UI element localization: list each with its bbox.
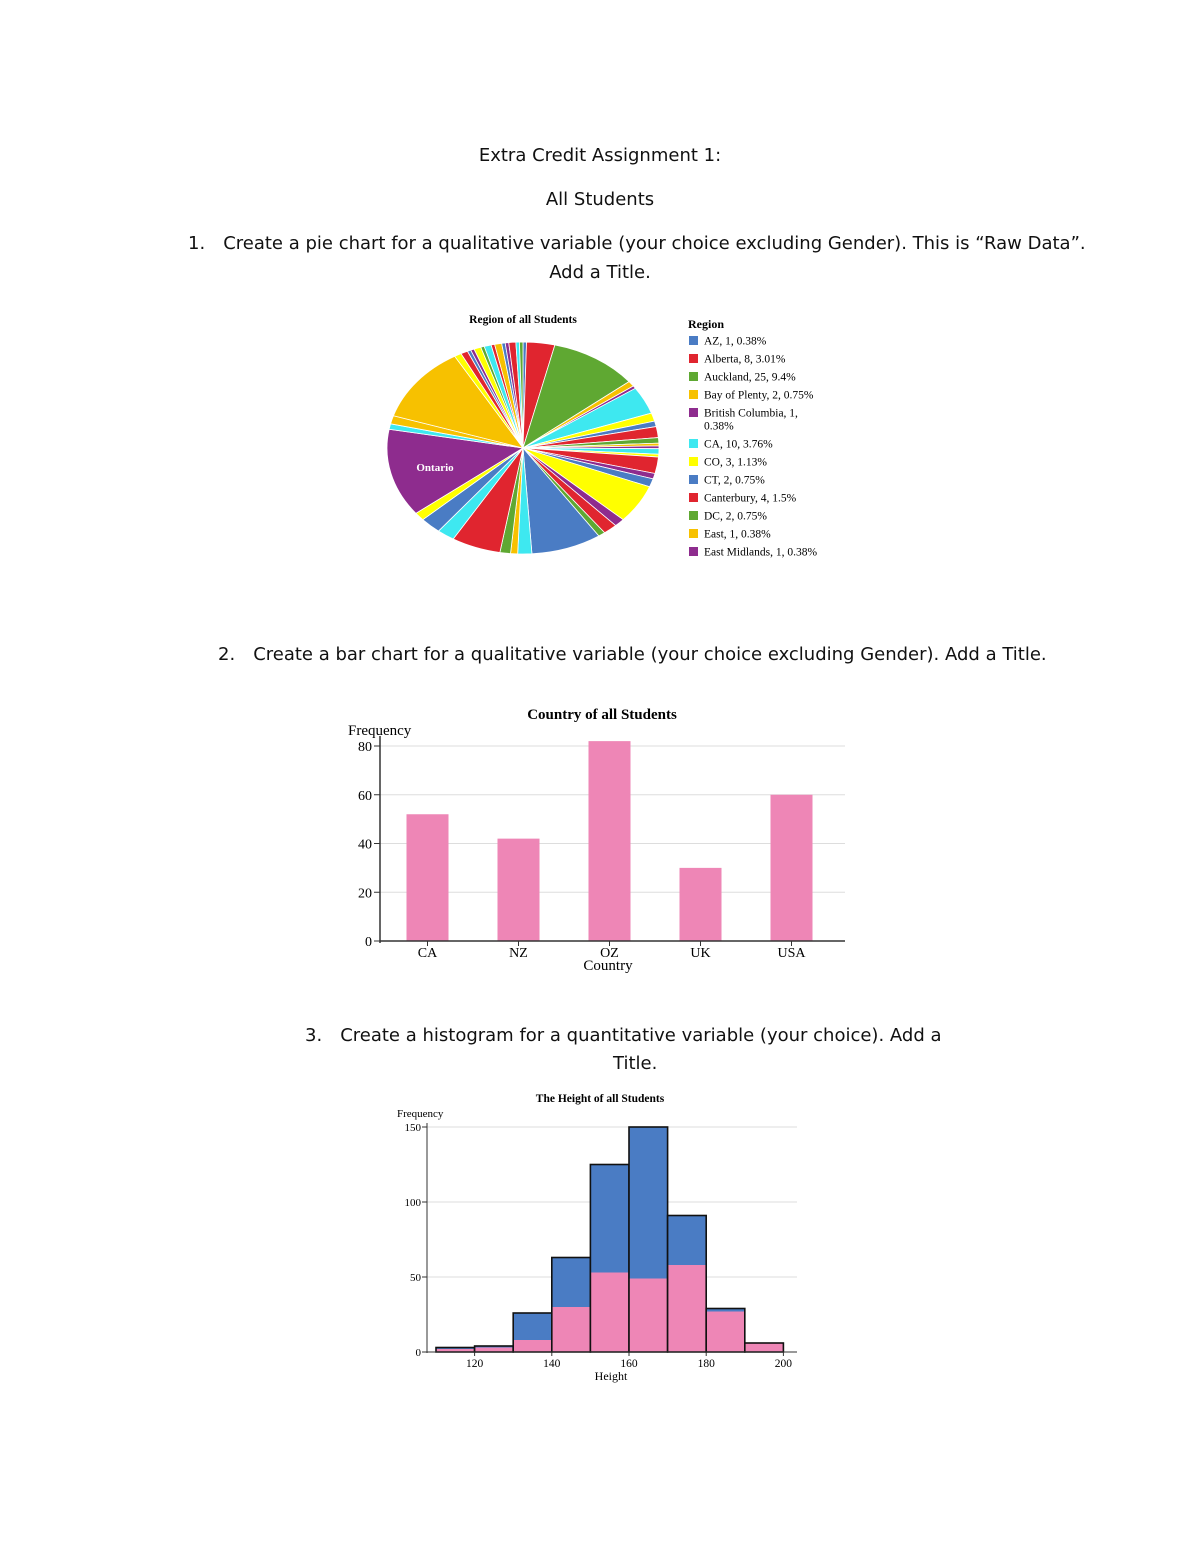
x-tick-label: OZ — [600, 946, 619, 961]
legend-label: CA, 10, 3.76% — [704, 438, 773, 451]
histogram-bar — [668, 1265, 707, 1352]
question-number: 2. — [218, 644, 236, 665]
legend-swatch — [689, 529, 698, 538]
question-3-continued: Title. — [613, 1053, 658, 1074]
legend-swatch — [689, 493, 698, 502]
bar-chart — [340, 700, 860, 980]
question-text: Create a bar chart for a qualitative variable (your choice excluding Gender). Add a Title. — [253, 644, 1047, 665]
legend-label: 0.38% — [704, 420, 734, 433]
question-text: Create a pie chart for a qualitative variable (your choice excluding Gender). This is “Raw Data”. — [223, 233, 1086, 254]
legend-label: East Midlands, 1, 0.38% — [704, 546, 818, 559]
histogram-bar — [629, 1127, 668, 1279]
legend-label: CT, 2, 0.75% — [704, 474, 765, 487]
chart-title: Country of all Students — [527, 707, 677, 723]
chart-title: The Height of all Students — [535, 1093, 665, 1105]
legend-swatch — [689, 439, 698, 448]
bar — [680, 868, 722, 941]
histogram-bar — [590, 1273, 629, 1353]
legend-swatch — [689, 475, 698, 484]
legend-label: CO, 3, 1.13% — [704, 456, 767, 469]
x-tick-label: 160 — [620, 1358, 638, 1370]
question-1-continued: Add a Title. — [549, 262, 651, 283]
question-number: 1. — [188, 233, 206, 254]
x-tick-label: CA — [417, 946, 438, 961]
legend-swatch — [689, 408, 698, 417]
histogram-bar — [629, 1279, 668, 1353]
pie-legend — [689, 336, 817, 559]
slice-label-ontario: Ontario — [416, 462, 454, 474]
y-tick-label: 50 — [410, 1272, 421, 1284]
histogram-bar — [745, 1343, 784, 1352]
legend-label: Canterbury, 4, 1.5% — [704, 492, 797, 505]
legend-title: Region — [688, 317, 724, 331]
question-text: Create a histogram for a quantitative variable (your choice). Add a — [340, 1025, 942, 1046]
x-tick-label: UK — [690, 946, 711, 961]
x-axis-label: Height — [594, 1369, 628, 1383]
legend-label: DC, 2, 0.75% — [704, 510, 767, 523]
bar — [771, 795, 813, 941]
x-tick-label: 140 — [543, 1358, 561, 1370]
legend-swatch — [689, 511, 698, 520]
page-title: Extra Credit Assignment 1: — [478, 145, 722, 166]
question-1 — [188, 233, 1086, 254]
legend-label: Bay of Plenty, 2, 0.75% — [704, 389, 814, 402]
histogram-bar — [668, 1216, 707, 1266]
y-tick-label: 20 — [358, 886, 372, 902]
histogram-bar — [706, 1312, 745, 1353]
y-tick-label: 60 — [358, 788, 372, 804]
histogram-bar — [513, 1313, 552, 1340]
histogram-chart — [390, 1088, 810, 1388]
y-tick-label: 100 — [404, 1197, 421, 1209]
legend-swatch — [689, 390, 698, 399]
question-number: 3. — [305, 1025, 323, 1046]
x-tick-label: USA — [777, 946, 806, 961]
y-tick-label: 80 — [358, 740, 372, 755]
legend-swatch — [689, 354, 698, 363]
histogram-bar — [590, 1165, 629, 1273]
x-tick-label: 120 — [465, 1358, 484, 1370]
legend-swatch — [689, 372, 698, 381]
bar — [498, 839, 540, 941]
question-3 — [305, 1025, 942, 1046]
bar — [589, 741, 631, 941]
y-tick-label: 0 — [415, 1347, 421, 1359]
histogram-bar — [513, 1340, 552, 1352]
x-tick-label: 180 — [697, 1358, 715, 1370]
histogram-bar — [552, 1307, 591, 1352]
bar-marks — [407, 741, 813, 941]
legend-label: Alberta, 8, 3.01% — [704, 353, 786, 366]
legend-swatch — [689, 547, 698, 556]
legend-label: Auckland, 25, 9.4% — [704, 371, 796, 384]
legend-label: AZ, 1, 0.38% — [704, 335, 767, 348]
x-axis-label: Country — [583, 958, 633, 974]
x-tick-label: 200 — [774, 1358, 793, 1370]
y-axis-label: Frequency — [397, 1108, 444, 1120]
question-2 — [218, 644, 1047, 665]
pie-slices — [387, 342, 659, 554]
y-tick-label: 40 — [358, 837, 372, 853]
pie-chart — [380, 305, 860, 570]
legend-swatch — [689, 336, 698, 345]
y-tick-label: 0 — [365, 935, 372, 950]
histogram-bar — [552, 1258, 591, 1308]
page-subtitle: All Students — [545, 189, 655, 210]
legend-label: East, 1, 0.38% — [704, 528, 771, 541]
legend-label: British Columbia, 1, — [704, 407, 798, 420]
y-tick-label: 150 — [404, 1122, 421, 1134]
bar — [407, 814, 449, 941]
histogram-bars — [436, 1127, 783, 1352]
x-tick-label: NZ — [509, 946, 528, 961]
chart-title: Region of all Students — [469, 314, 577, 326]
legend-swatch — [689, 457, 698, 466]
y-axis-label: Frequency — [348, 723, 412, 739]
